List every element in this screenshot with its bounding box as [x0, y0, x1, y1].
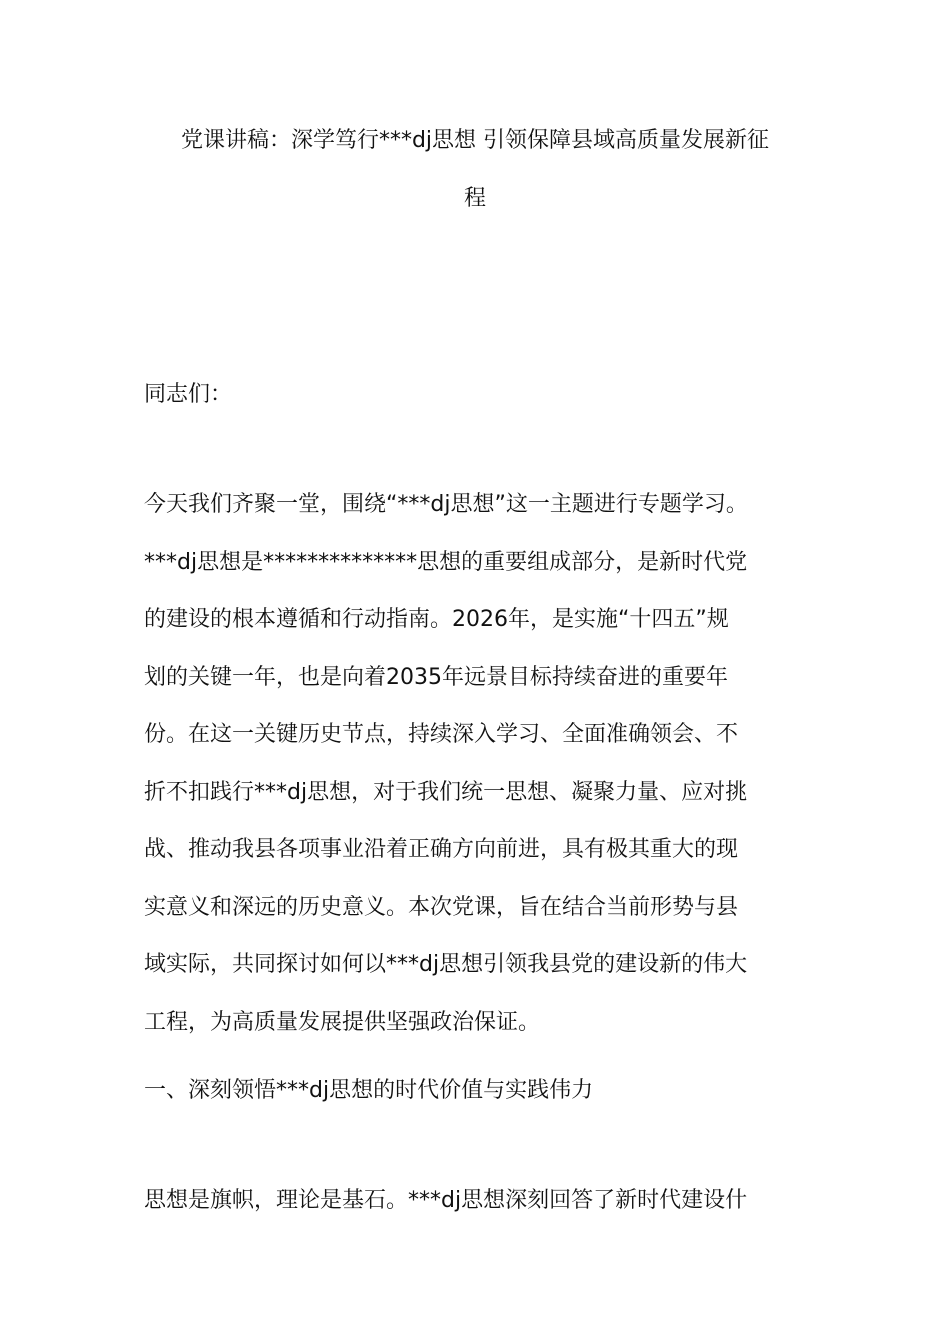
- intro-line: 的建设的根本遵循和行动指南。2026年，是实施“十四五”规: [144, 607, 729, 632]
- intro-line: 域实际，共同探讨如何以***dj思想引领我县党的建设新的伟大: [144, 952, 748, 977]
- intro-line: 战、推动我县各项事业沿着正确方向前进，具有极其重大的现: [144, 837, 739, 862]
- intro-line: 实意义和深远的历史意义。本次党课，旨在结合当前形势与县: [144, 895, 739, 920]
- intro-line: 今天我们齐聚一堂，围绕“***dj思想”这一主题进行专题学习。: [144, 492, 748, 517]
- section-body-line: 思想是旗帜，理论是基石。***dj思想深刻回答了新时代建设什: [144, 1188, 748, 1213]
- intro-line: 划的关键一年，也是向着2035年远景目标持续奋进的重要年: [144, 665, 728, 690]
- intro-line: 份。在这一关键历史节点，持续深入学习、全面准确领会、不: [144, 722, 739, 747]
- section-heading: 一、深刻领悟***dj思想的时代价值与实践伟力: [144, 1078, 594, 1103]
- salutation: 同志们：: [144, 382, 233, 407]
- intro-line: 工程，为高质量发展提供坚强政治保证。: [144, 1010, 541, 1035]
- document-title-line-2: 程: [463, 186, 486, 211]
- intro-line: 折不扣践行***dj思想，对于我们统一思想、凝聚力量、应对挑: [144, 780, 748, 805]
- intro-line: ***dj思想是**************思想的重要组成部分，是新时代党: [144, 550, 748, 575]
- document-title-line-1: 党课讲稿：深学笃行***dj思想 引领保障县域高质量发展新征: [180, 128, 770, 153]
